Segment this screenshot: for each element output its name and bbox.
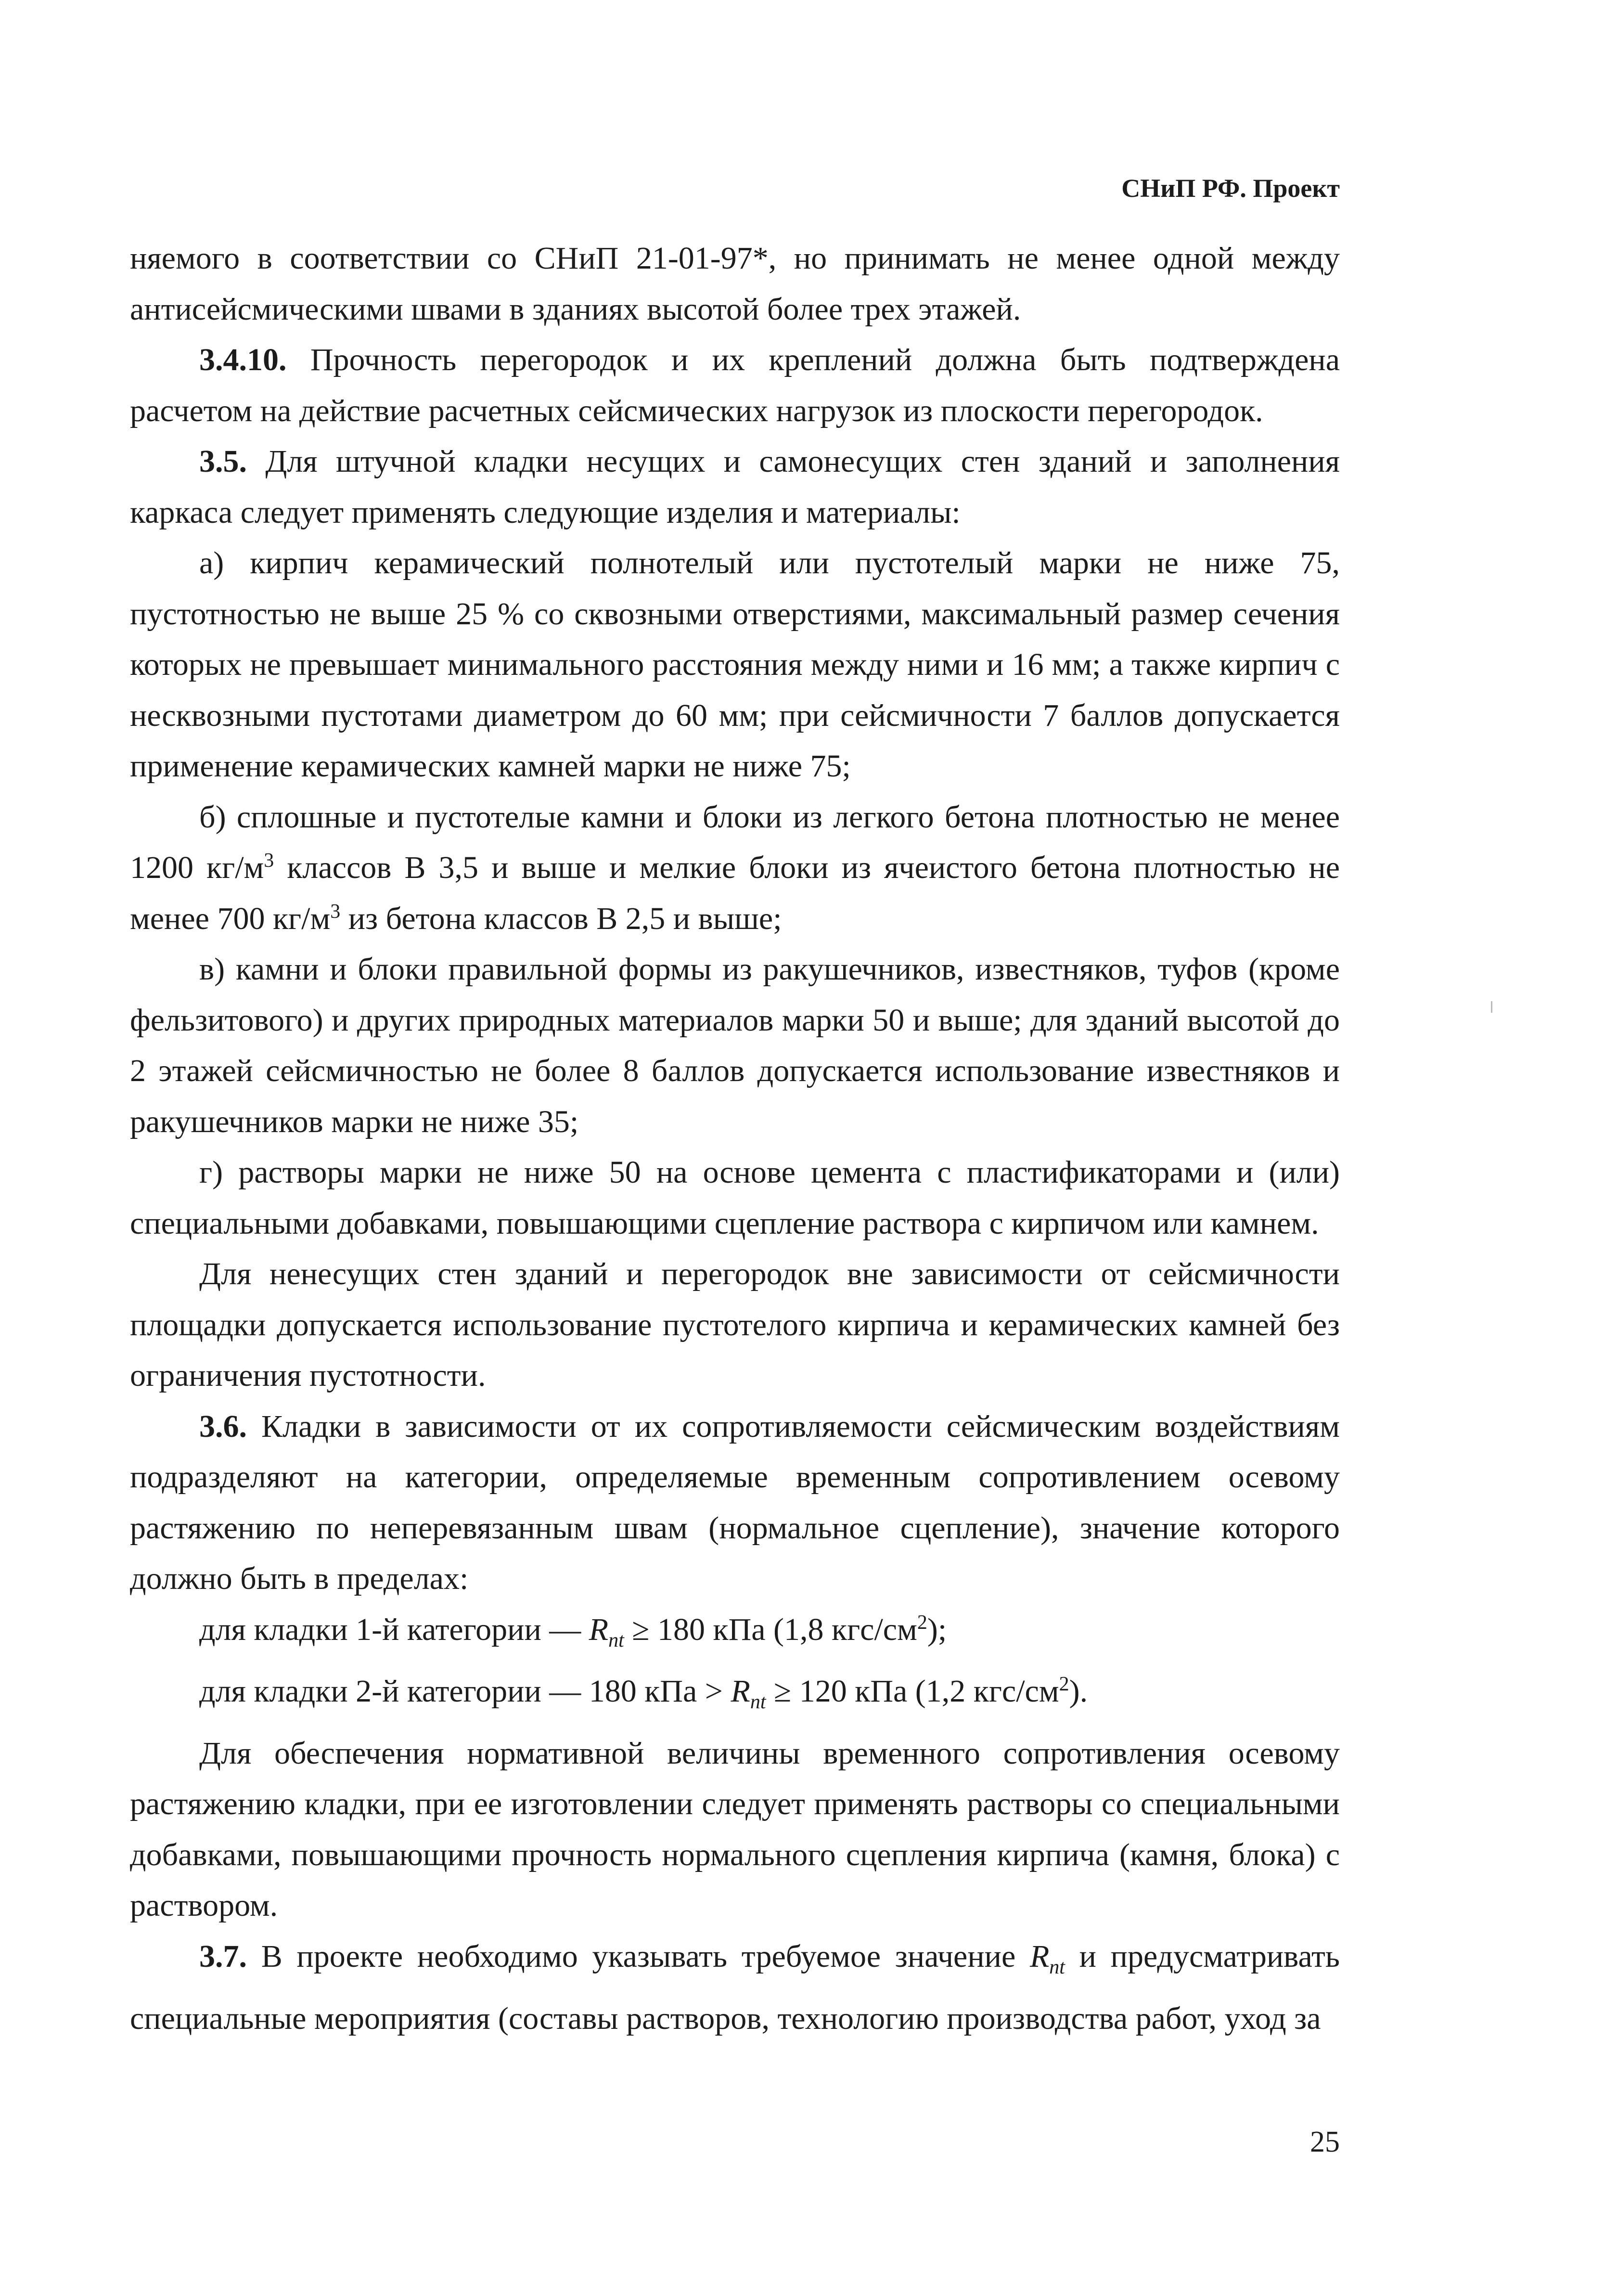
paragraph-text: и предусматривать специальные мероприятия (составы растворов, технологию производства работ, уход за (130, 1938, 1340, 2036)
formula-text: ≥ 120 кПа (1,2 кгс/см (766, 1674, 1059, 1709)
clause-number: 3.4.10. (199, 342, 287, 377)
list-item-b (130, 792, 1340, 944)
page-number: 25 (1310, 2126, 1340, 2158)
paragraph-text: Кладки в зависимости от их сопротивляемости сейсмическим воздействиям подразделяют на категории, определяемые временным сопротивлением осевому растяжению по неперевязанным швам (нормальное сцепление), значение которого должно быть в пределах: (130, 1408, 1340, 1596)
scan-artifact (1491, 1001, 1492, 1013)
paragraph-3-7 (130, 1931, 1340, 2044)
formula-text: для кладки 1-й категории — (199, 1612, 589, 1647)
paragraph-text: В проекте необходимо указывать требуемое значение (247, 1938, 1030, 1974)
paragraph-3-4-10 (130, 335, 1340, 436)
paragraph-mortar-additives: Для обеспечения нормативной величины временного сопротивления осевому растяжению кладки, при ее изготовлении следует применять растворы со специальными добавками, повышающими прочность нормального сцепления кирпича (камня, блока) с раствором. (130, 1735, 1340, 1923)
superscript: 2 (1059, 1673, 1069, 1696)
page-body (130, 233, 1340, 2044)
formula-text: ). (1069, 1674, 1088, 1709)
formula-text: для кладки 2-й категории — 180 кПа > (199, 1674, 731, 1709)
paragraph-non-bearing-walls: Для ненесущих стен зданий и перегородок вне зависимости от сейсмичности площадки допускается использование пустотелого кирпича и керамических камней без ограничения пустотности. (130, 1256, 1340, 1393)
superscript: 2 (917, 1611, 927, 1634)
formula-category-1 (130, 1604, 1340, 1666)
paragraph-continuation (130, 233, 1340, 335)
symbol-r-nt: $R_{nt}$ (731, 1674, 766, 1714)
item-b-text-3: из бетона классов B 2,5 и выше; (340, 901, 782, 936)
formula-text: ); (927, 1612, 947, 1647)
symbol-r-nt: $R_{nt}$ (1029, 1938, 1065, 1979)
paragraph-3-5 (130, 436, 1340, 538)
paragraph-text: Прочность перегородок и их креплений должна быть подтверждена расчетом на действие расчетных сейсмических нагрузок из плоскости перегородок. (130, 342, 1340, 428)
paragraph-text: няемого в соответствии со СНиП 21-01-97*, но принимать не менее одной между антисейсмическими швами в зданиях высотой более трех этажей. (130, 241, 1340, 327)
symbol-r-nt: $R_{nt}$ (589, 1612, 624, 1651)
list-item-v: в) камни и блоки правильной формы из ракушечников, известняков, туфов (кроме фельзитового) и других природных материалов марки 50 и выше; для зданий высотой до 2 этажей сейсмичностью не более 8 баллов допускается использование известняков и ракушечников марки не ниже 35; (130, 952, 1340, 1139)
running-header: СНиП РФ. Проект (1121, 174, 1340, 203)
paragraph-3-6 (130, 1401, 1340, 1604)
superscript: 3 (330, 900, 341, 923)
list-item-a (130, 538, 1340, 792)
clause-number: 3.7. (199, 1938, 247, 1974)
item-b-text-2: классов B 3,5 и выше и мелкие блоки из ячеистого бетона плотностью не менее 700 кг/м (130, 850, 1340, 936)
formula-text: ≥ 180 кПа (1,8 кгс/см (624, 1612, 917, 1647)
list-item-g: г) растворы марки не ниже 50 на основе цемента с пластификаторами и (или) специальными добавками, повышающими сцепление раствора с кирпичом или камнем. (130, 1155, 1340, 1241)
paragraph-text: а) кирпич керамический полнотелый или пустотелый марки не ниже 75, пустотностью не выше 25 % со сквозными отверстиями, максимальный размер сечения которых не превышает минимального расстояния между ними и 16 мм; а также кирпич с несквозными пустотами диаметром до 60 мм; при сейсмичности 7 баллов допускается применение керамических камней марки не ниже 75; (130, 545, 1340, 784)
clause-number: 3.5. (199, 444, 247, 479)
clause-number: 3.6. (199, 1408, 247, 1444)
superscript: 3 (264, 850, 274, 872)
item-b-text-1: б) сплошные и пустотелые камни и блоки из легкого бетона плотностью не менее 1200 кг/м (130, 799, 1340, 885)
formula-category-2 (130, 1666, 1340, 1728)
paragraph-text: Для штучной кладки несущих и самонесущих стен зданий и заполнения каркаса следует применять следующие изделия и материалы: (130, 444, 1340, 530)
